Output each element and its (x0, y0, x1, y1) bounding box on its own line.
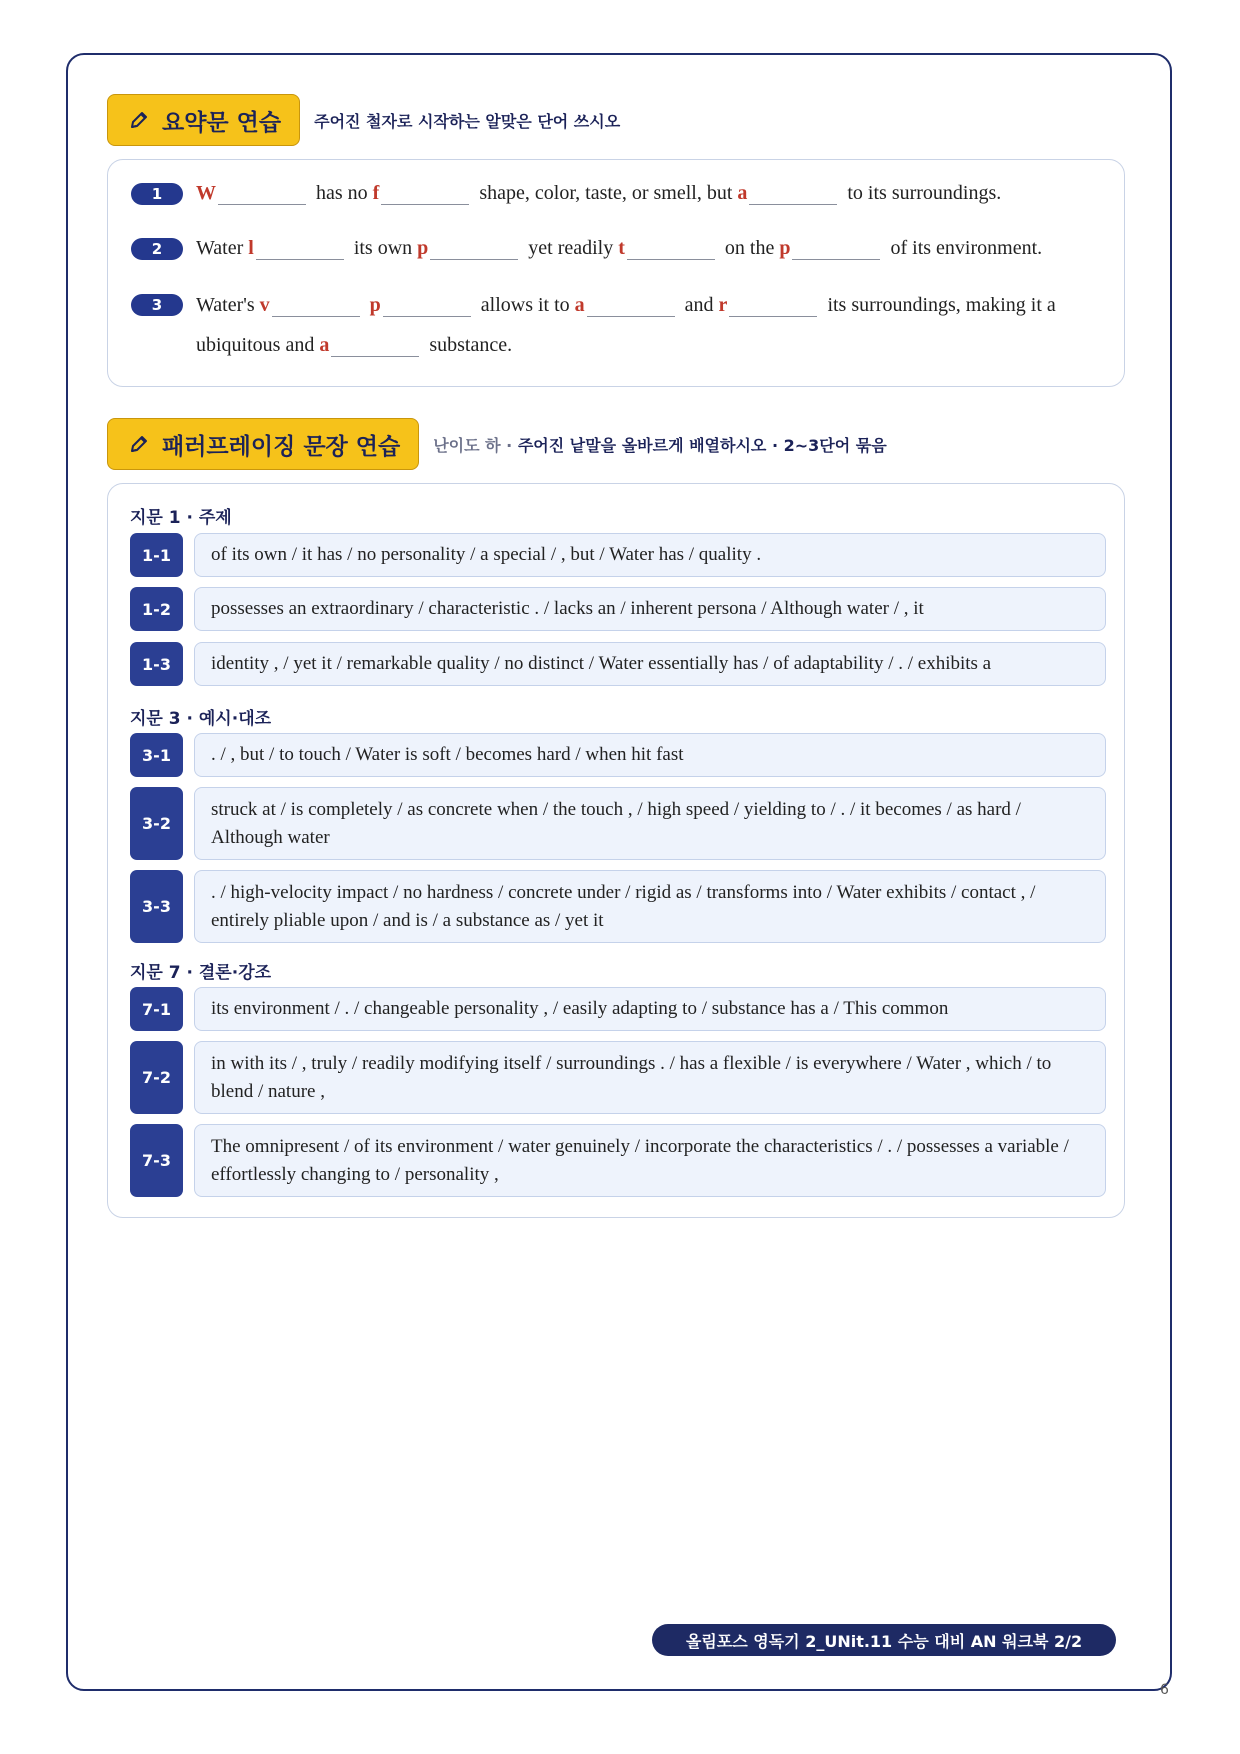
summary-sentence-3-line1 (196, 294, 1056, 317)
initial-letter: p (779, 237, 791, 259)
answer-blank[interactable] (627, 240, 715, 260)
scrambled-text: in with its / , truly / readily modifying itself / surroundings . / has a flexible / is everywhere / Water , which / to blend / nature , (211, 1052, 1052, 1102)
scrambled-sentence-box[interactable] (194, 870, 1106, 943)
question-number: 1-3 (130, 642, 183, 686)
summary-section-header (107, 94, 620, 146)
answer-blank[interactable] (381, 185, 469, 205)
sentence-text: on the (724, 237, 775, 259)
summary-item-number: 3 (131, 294, 183, 316)
answer-blank[interactable] (272, 297, 360, 317)
initial-letter: v (259, 294, 270, 316)
pencil-icon (128, 433, 150, 455)
answer-blank[interactable] (331, 337, 419, 357)
summary-box (107, 159, 1125, 387)
summary-sentence-2 (196, 237, 1042, 260)
scrambled-text: of its own / it has / no personality / a special / , but / Water has / quality . (211, 544, 762, 565)
answer-blank[interactable] (749, 185, 837, 205)
sentence-text: of its environment. (890, 237, 1043, 259)
group-title: 지문 1 · 주제 (130, 508, 232, 528)
answer-blank[interactable] (430, 240, 518, 260)
scrambled-sentence-box[interactable] (194, 787, 1106, 860)
sentence-text: its own (353, 237, 413, 259)
scrambled-sentence-box[interactable] (194, 642, 1106, 686)
question-number: 7-3 (130, 1124, 183, 1197)
summary-item-number: 1 (131, 183, 183, 205)
difficulty-label: 난이도 하 · (433, 435, 513, 455)
scrambled-sentence-box[interactable] (194, 987, 1106, 1031)
pencil-icon (128, 109, 150, 131)
question-number: 1-1 (130, 533, 183, 577)
sentence-text: Water's (196, 294, 255, 316)
scrambled-text: identity , / yet it / remarkable quality / no distinct / Water essentially has / of adaptability / . / exhibits a (211, 653, 992, 674)
scrambled-sentence-box[interactable] (194, 1124, 1106, 1197)
question-number: 3-3 (130, 870, 183, 943)
answer-blank[interactable] (587, 297, 675, 317)
summary-sentence-1 (196, 182, 1001, 205)
paraphrase-tab (107, 418, 419, 470)
initial-letter: r (718, 294, 728, 316)
initial-letter: p (369, 294, 381, 316)
group-title: 지문 3 · 예시·대조 (130, 709, 272, 729)
sentence-text: its surroundings, making it a (827, 294, 1056, 316)
scrambled-text: The omnipresent / of its environment / water genuinely / incorporate the characteristics / . / possesses a variable / effortlessly changing to / personality , (211, 1135, 1069, 1185)
question-number: 7-2 (130, 1041, 183, 1114)
paraphrase-instruction (433, 433, 886, 456)
sentence-text: has no (316, 182, 368, 204)
answer-blank[interactable] (729, 297, 817, 317)
paraphrase-section-header (107, 418, 887, 470)
summary-sentence-3-line2 (196, 334, 512, 357)
initial-letter: a (574, 294, 585, 316)
question-number: 1-2 (130, 587, 183, 631)
scrambled-text: possesses an extraordinary / characteristic . / lacks an / inherent persona / Although water / , it (211, 598, 924, 619)
scrambled-sentence-box[interactable] (194, 587, 1106, 631)
answer-blank[interactable] (256, 240, 344, 260)
answer-blank[interactable] (383, 297, 471, 317)
initial-letter: p (417, 237, 429, 259)
sentence-text: and (684, 294, 714, 316)
sentence-text: allows it to (480, 294, 570, 316)
scrambled-text: . / high-velocity impact / no hardness / concrete under / rigid as / transforms into / Water exhibits / contact , / entirely pliable upon / and is / a substance as / yet it (211, 881, 1036, 931)
initial-letter: a (319, 334, 330, 356)
initial-letter: W (196, 182, 216, 204)
initial-letter: a (737, 182, 748, 204)
initial-letter: t (618, 237, 625, 259)
scrambled-text: . / , but / to touch / Water is soft / becomes hard / when hit fast (211, 744, 684, 765)
question-number: 3-1 (130, 733, 183, 777)
summary-item-number: 2 (131, 238, 183, 260)
initial-letter: l (248, 237, 254, 259)
page-number: 6 (1160, 1682, 1169, 1698)
summary-instruction: 주어진 철자로 시작하는 알맞은 단어 쓰시오 (314, 111, 621, 131)
initial-letter: f (372, 182, 380, 204)
scrambled-text: struck at / is completely / as concrete when / the touch , / high speed / yielding to / . / it becomes / as hard / Although water (211, 798, 1021, 848)
sentence-text: substance. (429, 334, 513, 356)
footer-label: 올림포스 영독기 2_UNit.11 수능 대비 AN 워크북 2/2 (652, 1624, 1116, 1656)
scrambled-text: its environment / . / changeable personality , / easily adapting to / substance has a / This common (211, 998, 949, 1019)
sentence-text: to its surroundings. (847, 182, 1002, 204)
answer-blank[interactable] (792, 240, 880, 260)
sentence-text: ubiquitous and (196, 334, 315, 356)
sentence-text: yet readily (528, 237, 614, 259)
answer-blank[interactable] (218, 185, 306, 205)
sentence-text: Water (196, 237, 244, 259)
sentence-text: shape, color, taste, or smell, but (479, 182, 733, 204)
summary-tab-label: 요약문 연습 (162, 109, 282, 136)
scrambled-sentence-box[interactable] (194, 533, 1106, 577)
scrambled-sentence-box[interactable] (194, 1041, 1106, 1114)
question-number: 3-2 (130, 787, 183, 860)
group-title: 지문 7 · 결론·강조 (130, 963, 272, 983)
question-number: 7-1 (130, 987, 183, 1031)
paraphrase-tab-label: 패러프레이징 문장 연습 (162, 433, 401, 460)
summary-tab (107, 94, 300, 146)
instruction-text: 주어진 낱말을 올바르게 배열하시오 · 2~3단어 묶음 (517, 435, 887, 455)
scrambled-sentence-box[interactable] (194, 733, 1106, 777)
